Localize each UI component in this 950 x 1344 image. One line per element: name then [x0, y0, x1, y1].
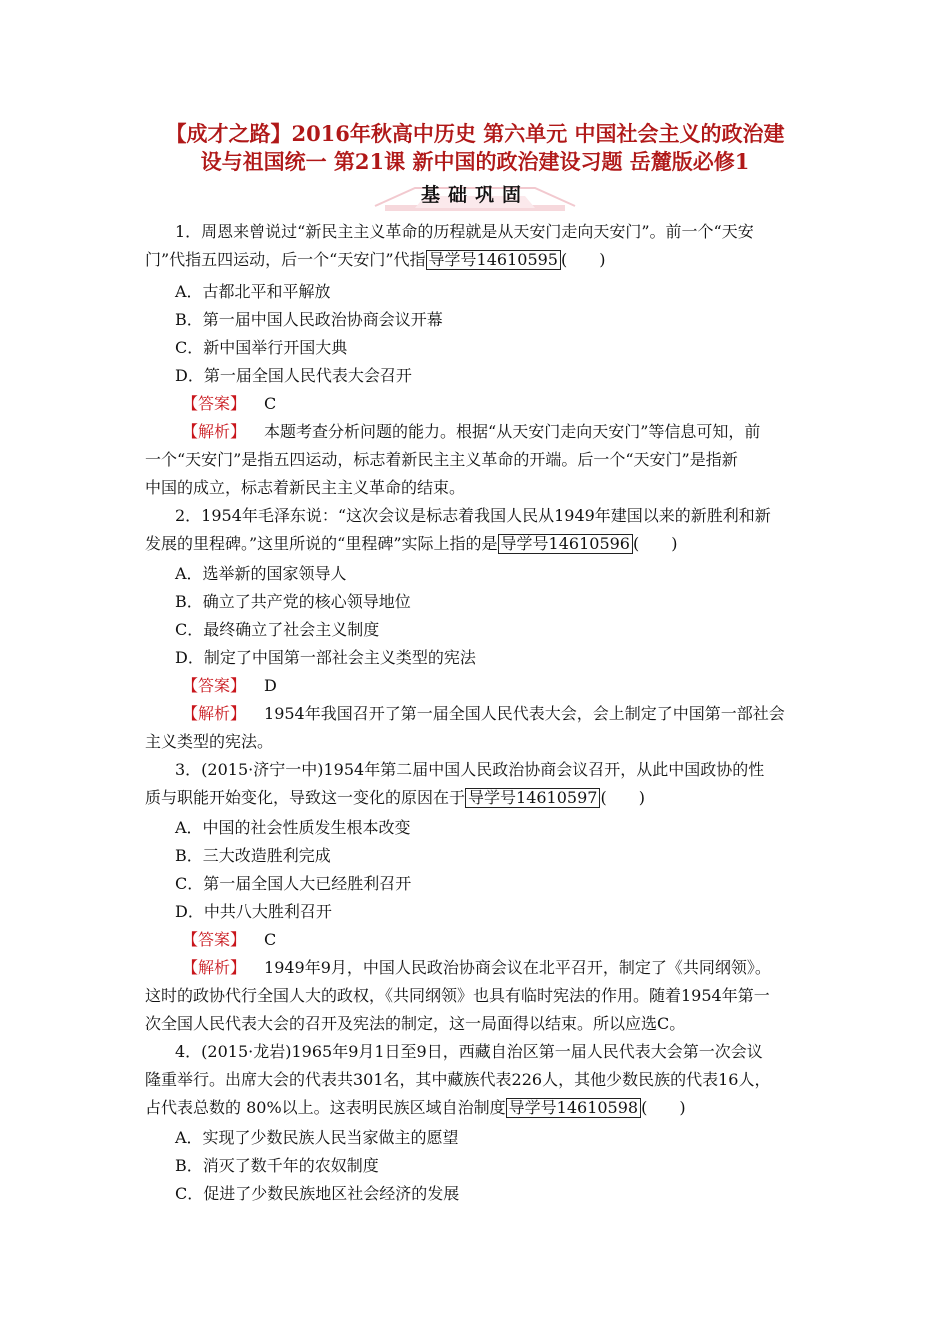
- q1-stem-text: 门”代指五四运动，后一个“天安门”代指: [145, 250, 426, 269]
- q4-stem-line-2: 隆重举行。出席大会的代表共301名，其中藏族代表226人，其他少数民族的代表16人，: [145, 1070, 771, 1089]
- q2-stem-line-2: [145, 534, 825, 554]
- q2-stem-line-1: 2．1954年毛泽东说：“这次会议是标志着我国人民从1949年建国以来的新胜利和新: [175, 506, 771, 525]
- analysis-label: 【解析】: [182, 422, 247, 441]
- document-title-line-1: 【成才之路】2016年秋高中历史 第六单元 中国社会主义的政治建: [165, 121, 785, 146]
- q3-answer: C: [264, 930, 277, 949]
- analysis-label: 【解析】: [182, 958, 247, 977]
- q1-answer-blank: ( ): [561, 250, 606, 269]
- q4-guide-number: 导学号14610598: [506, 1098, 641, 1118]
- q1-stem-line-1: 1．周恩来曾说过“新民主主义革命的历程就是从天安门走向天安门”。前一个“天安: [175, 222, 754, 241]
- q3-answer-blank: ( ): [600, 788, 645, 807]
- q3-answer-row: [182, 930, 862, 950]
- q2-guide-number: 导学号14610596: [498, 534, 633, 554]
- q1-option-a: A．古都北平和平解放: [175, 282, 331, 301]
- q1-analysis-line-2: 一个“天安门”是指五四运动，标志着新民主主义革命的开端。后一个“天安门”是指新: [145, 450, 738, 469]
- q2-stem-text: 发展的里程碑。”这里所说的“里程碑”实际上指的是: [145, 534, 498, 553]
- q3-analysis-text-1: 1949年9月，中国人民政治协商会议在北平召开，制定了《共同纲领》。: [264, 958, 771, 977]
- q2-option-c: C．最终确立了社会主义制度: [175, 620, 380, 639]
- q1-option-b: B．第一届中国人民政治协商会议开幕: [175, 310, 443, 329]
- q2-option-d: D．制定了中国第一部社会主义类型的宪法: [175, 648, 476, 667]
- answer-label: 【答案】: [182, 930, 247, 949]
- q4-option-a: A．实现了少数民族人民当家做主的愿望: [175, 1128, 459, 1147]
- q1-option-d: D．第一届全国人民代表大会召开: [175, 366, 412, 385]
- section-header: [355, 174, 595, 214]
- q2-analysis-text-1: 1954年我国召开了第一届全国人民代表大会，会上制定了中国第一部社会: [264, 704, 785, 723]
- q3-analysis-line-1: [182, 958, 862, 978]
- q2-answer-blank: ( ): [633, 534, 678, 553]
- q1-analysis-line-1: [182, 422, 862, 442]
- q1-guide-number: 导学号14610595: [426, 250, 561, 270]
- q3-option-b: B．三大改造胜利完成: [175, 846, 331, 865]
- q2-option-b: B．确立了共产党的核心领导地位: [175, 592, 411, 611]
- q4-stem-line-3: [145, 1098, 825, 1118]
- q3-option-a: A．中国的社会性质发生根本改变: [175, 818, 411, 837]
- q4-answer-blank: ( ): [641, 1098, 686, 1117]
- answer-label: 【答案】: [182, 394, 247, 413]
- q2-analysis-line-1: [182, 704, 862, 724]
- q1-analysis-text-1: 本题考查分析问题的能力。根据“从天安门走向天安门”等信息可知，前: [264, 422, 761, 441]
- q2-option-a: A．选举新的国家领导人: [175, 564, 347, 583]
- section-title: 基础巩固: [420, 184, 529, 206]
- analysis-label: 【解析】: [182, 704, 247, 723]
- q3-stem-line-1: 3．(2015·济宁一中)1954年第二届中国人民政治协商会议召开，从此中国政协的性: [175, 760, 765, 779]
- q2-analysis-line-2: 主义类型的宪法。: [145, 732, 274, 751]
- q3-option-d: D．中共八大胜利召开: [175, 902, 332, 921]
- q1-answer: C: [264, 394, 277, 413]
- q2-answer-row: [182, 676, 862, 696]
- q4-option-b: B．消灭了数千年的农奴制度: [175, 1156, 379, 1175]
- q2-answer: D: [264, 676, 277, 695]
- q3-stem-line-2: [145, 788, 825, 808]
- document-title-line-2: 设与祖国统一 第21课 新中国的政治建设习题 岳麓版必修1: [200, 149, 750, 174]
- q4-stem-line-1: 4．(2015·龙岩)1965年9月1日至9日，西藏自治区第一届人民代表大会第一次会议: [175, 1042, 763, 1061]
- q4-option-c: C．促进了少数民族地区社会经济的发展: [175, 1184, 460, 1203]
- q4-stem-text: 占代表总数的 80%以上。这表明民族区域自治制度: [145, 1098, 506, 1117]
- q1-answer-row: [182, 394, 862, 414]
- q3-option-c: C．第一届全国人大已经胜利召开: [175, 874, 412, 893]
- answer-label: 【答案】: [182, 676, 247, 695]
- q3-analysis-line-3: 次全国人民代表大会的召开及宪法的制定，这一局面得以结束。所以应选C。: [145, 1014, 686, 1033]
- q3-guide-number: 导学号14610597: [465, 788, 600, 808]
- q1-stem-line-2: [145, 250, 825, 270]
- q3-stem-text: 质与职能开始变化，导致这一变化的原因在于: [145, 788, 466, 807]
- q1-analysis-line-3: 中国的成立，标志着新民主主义革命的结束。: [145, 478, 466, 497]
- q3-analysis-line-2: 这时的政协代行全国人大的政权，《共同纲领》也具有临时宪法的作用。随着1954年第一: [145, 986, 770, 1005]
- q1-option-c: C．新中国举行开国大典: [175, 338, 348, 357]
